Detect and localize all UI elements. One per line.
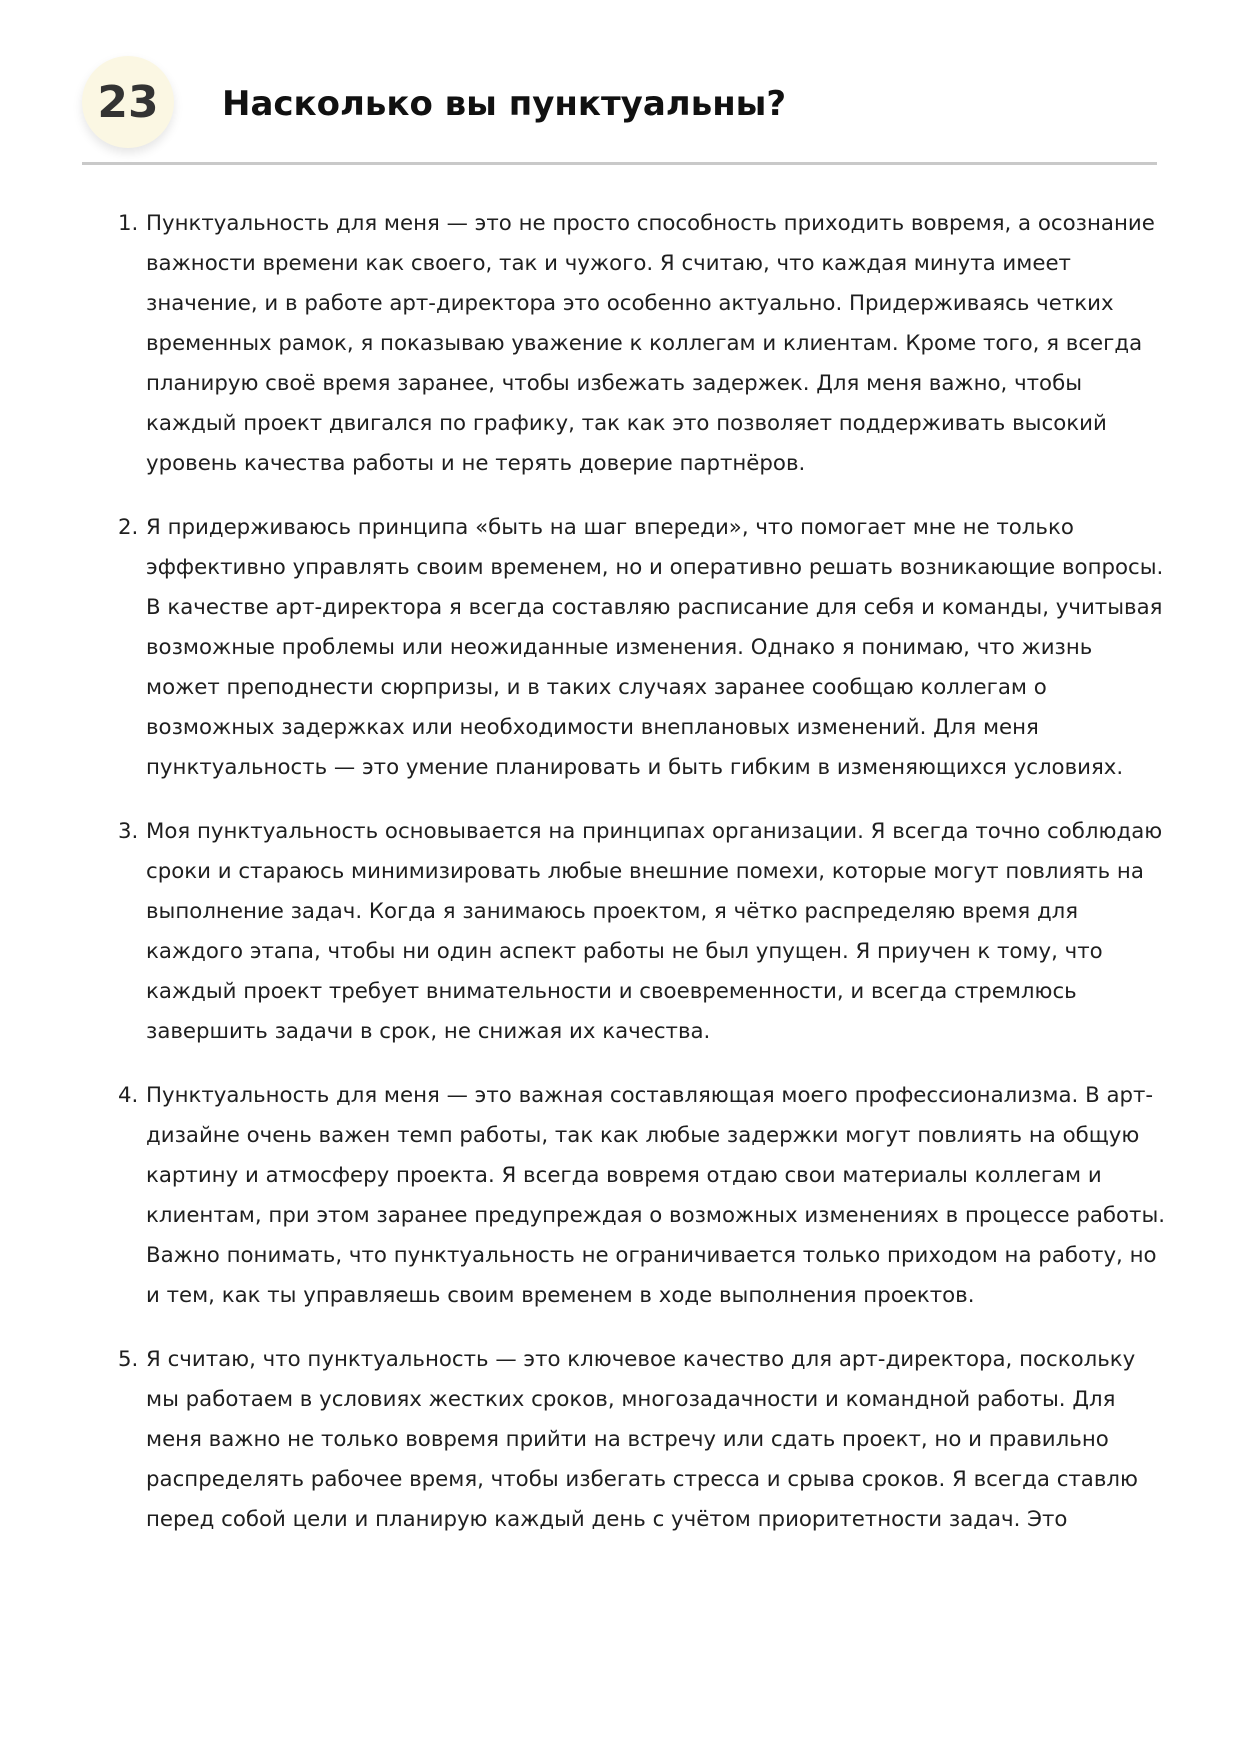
answer-item-4 (118, 1076, 1168, 1316)
question-title: Насколько вы пунктуальны? (222, 84, 787, 124)
question-header (82, 56, 1157, 164)
answer-text: Пунктуальность для меня — это не просто способность приходить вовремя, а осознание важности времени как своего, так и чужого. Я считаю, что каждая минута имеет значение, и в работе арт-директора это особенно актуально. Придерживаясь четких временных рамок, я показываю уважение к коллегам и клиентам. Кроме того, я всегда планирую своё время заранее, чтобы избежать задержек. Для меня важно, чтобы каждый проект двигался по графику, так как это позволяет поддерживать высокий уровень качества работы и не терять доверие партнёров. (146, 211, 1155, 476)
answer-number: 4. (118, 1083, 139, 1108)
answer-number: 1. (118, 211, 139, 236)
answer-number: 3. (118, 819, 139, 844)
answer-text: Моя пунктуальность основывается на принципах организации. Я всегда точно соблюдаю сроки и стараюсь минимизировать любые внешние помехи, которые могут повлиять на выполнение задач. Когда я занимаюсь проектом, я чётко распределяю время для каждого этапа, чтобы ни один аспект работы не был упущен. Я приучен к тому, что каждый проект требует внимательности и своевременности, и всегда стремлюсь завершить задачи в срок, не снижая их качества. (146, 819, 1163, 1044)
answer-text: Пунктуальность для меня — это важная составляющая моего профессионализма. В арт-дизайне очень важен темп работы, так как любые задержки могут повлиять на общую картину и атмосферу проекта. Я всегда вовремя отдаю свои материалы коллегам и клиентам, при этом заранее предупреждая о возможных изменениях в процессе работы. Важно понимать, что пунктуальность не ограничивается только приходом на работу, но и тем, как ты управляешь своим временем в ходе выполнения проектов. (146, 1083, 1166, 1308)
answer-number: 5. (118, 1347, 139, 1372)
answer-item-2 (118, 508, 1168, 788)
answer-text: Я считаю, что пунктуальность — это ключевое качество для арт-директора, поскольку мы работаем в условиях жестких сроков, многозадачности и командной работы. Для меня важно не только вовремя прийти на встречу или сдать проект, но и правильно распределять рабочее время, чтобы избегать стресса и срыва сроков. Я всегда ставлю перед собой цели и планирую каждый день с учётом приоритетности задач. Это (146, 1347, 1138, 1532)
answer-item-5 (118, 1340, 1168, 1540)
answer-item-1 (118, 204, 1168, 484)
answer-text: Я придерживаюсь принципа «быть на шаг впереди», что помогает мне не только эффективно управлять своим временем, но и оперативно решать возникающие вопросы. В качестве арт-директора я всегда составляю расписание для себя и команды, учитывая возможные проблемы или неожиданные изменения. Однако я понимаю, что жизнь может преподнести сюрпризы, и в таких случаях заранее сообщаю коллегам о возможных задержках или необходимости внеплановых изменений. Для меня пунктуальность — это умение планировать и быть гибким в изменяющихся условиях. (146, 515, 1164, 780)
answer-item-3 (118, 812, 1168, 1052)
question-number-badge: 23 (82, 56, 174, 148)
header-divider (82, 162, 1157, 165)
answer-list (118, 204, 1168, 1564)
answer-number: 2. (118, 515, 139, 540)
